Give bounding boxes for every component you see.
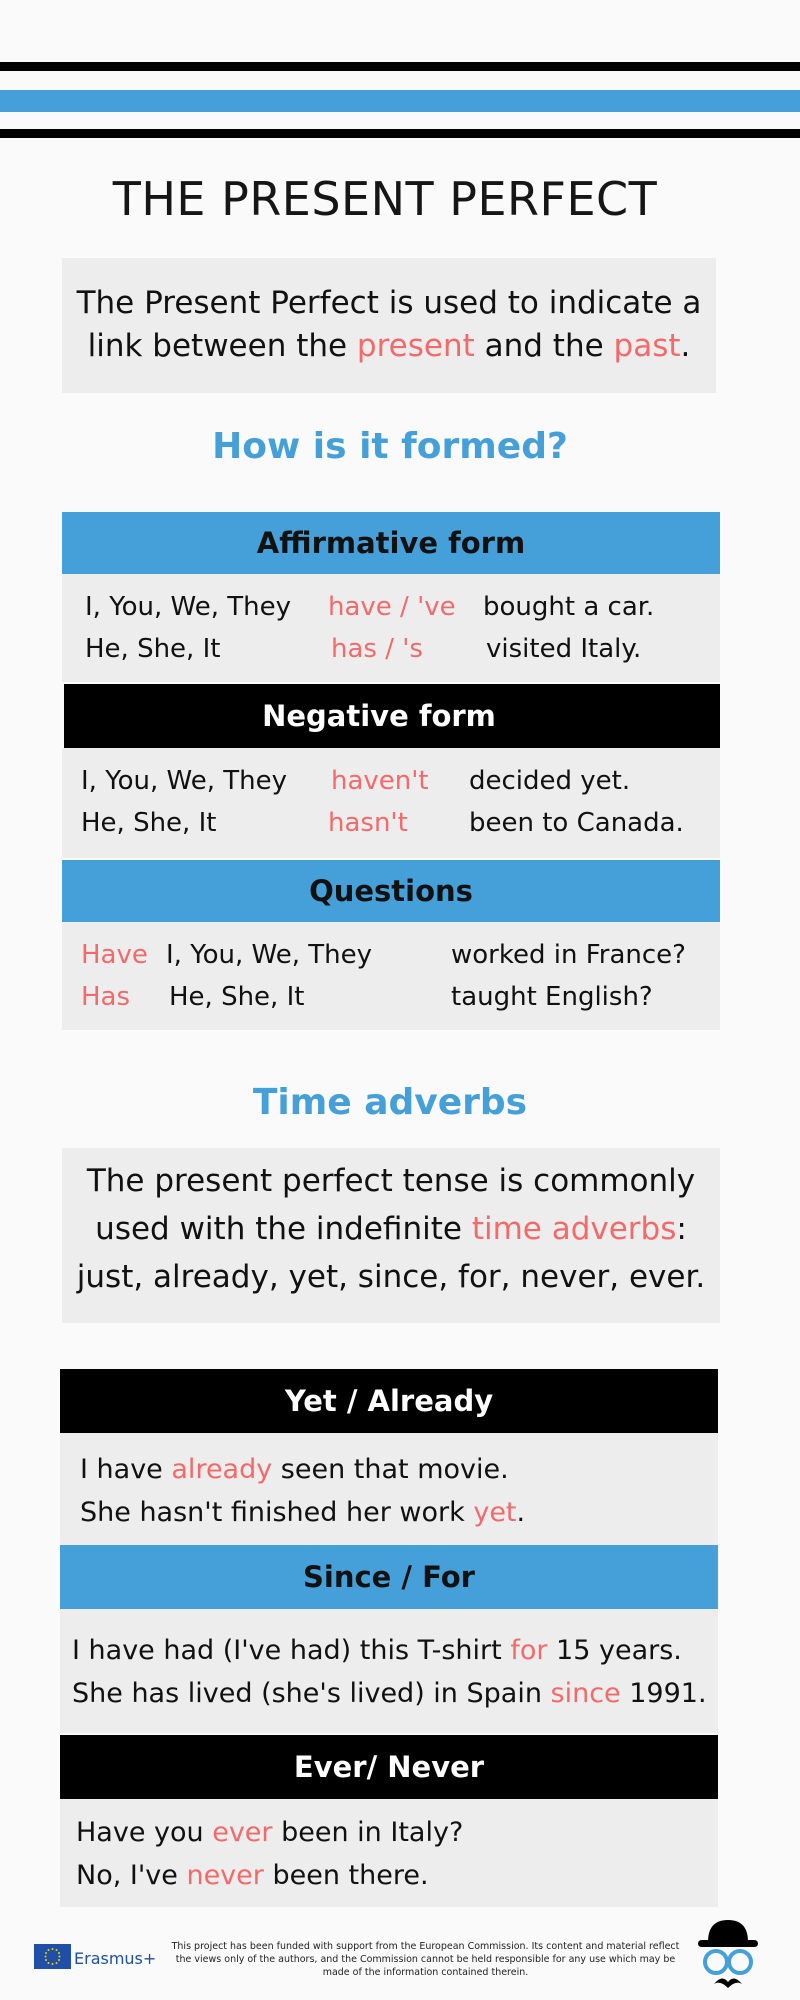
intro-line-2-part: and the bbox=[474, 328, 614, 364]
affirmative-aux-1: have / 've bbox=[328, 592, 456, 622]
questions-header: Questions bbox=[62, 860, 720, 922]
erasmus-label: Erasmus+ bbox=[74, 1949, 157, 1968]
yet-already-line-1-part: I have bbox=[80, 1454, 172, 1485]
for-highlight: for bbox=[510, 1635, 548, 1666]
questions-aux-2: Has bbox=[81, 982, 131, 1012]
adverbs-line-2-part: used with the indefinite bbox=[95, 1211, 472, 1247]
time-adverbs-heading: Time adverbs bbox=[252, 1082, 528, 1123]
already-highlight: already bbox=[171, 1454, 273, 1485]
since-highlight: since bbox=[550, 1678, 621, 1709]
intro-line-2-part: . bbox=[680, 328, 691, 364]
top-stripe-blue bbox=[0, 90, 800, 112]
time-adverbs-text bbox=[62, 1148, 720, 1301]
negative-form-header: Negative form bbox=[64, 684, 720, 748]
questions-box bbox=[62, 922, 720, 1030]
intro-past-highlight: past bbox=[613, 328, 681, 364]
negative-aux-1: haven't bbox=[331, 766, 429, 796]
adverbs-line-2-part: : bbox=[676, 1211, 687, 1247]
questions-aux-1: Have bbox=[81, 940, 148, 970]
ever-never-line-2-part: No, I've bbox=[76, 1860, 187, 1891]
ever-never-line-2 bbox=[76, 1860, 429, 1891]
negative-rest-2: been to Canada. bbox=[469, 808, 684, 838]
formed-heading: How is it formed? bbox=[212, 426, 568, 467]
yet-already-line-1-part: seen that movie. bbox=[272, 1454, 509, 1485]
affirmative-subject-1: I, You, We, They bbox=[85, 592, 291, 622]
affirmative-aux-2: has / 's bbox=[331, 634, 423, 664]
since-for-line-1 bbox=[72, 1635, 682, 1666]
questions-rest-1: worked in France? bbox=[451, 940, 686, 970]
affirmative-rest-2: visited Italy. bbox=[486, 634, 642, 664]
questions-rest-2: taught English? bbox=[451, 982, 653, 1012]
ever-never-line-1-part: Have you bbox=[76, 1817, 213, 1848]
intro-text bbox=[62, 258, 716, 368]
page-title: THE PRESENT PERFECT bbox=[112, 172, 658, 226]
since-for-box bbox=[60, 1609, 718, 1733]
negative-rest-1: decided yet. bbox=[469, 766, 631, 796]
yet-already-header: Yet / Already bbox=[60, 1369, 718, 1433]
yet-already-line-1 bbox=[80, 1454, 509, 1485]
yet-already-line-2-part: She hasn't finished her work bbox=[80, 1497, 474, 1528]
intro-box bbox=[62, 258, 716, 393]
intro-line-2 bbox=[62, 325, 716, 368]
adverbs-line-1: The present perfect tense is commonly bbox=[86, 1163, 696, 1199]
erasmus-logo bbox=[34, 1944, 164, 1970]
since-for-line-2-part: 1991. bbox=[620, 1678, 707, 1709]
intro-line-2-part: link between the bbox=[87, 328, 357, 364]
questions-subject-1: I, You, We, They bbox=[166, 940, 372, 970]
ever-never-line-2-part: been there. bbox=[263, 1860, 429, 1891]
affirmative-form-header: Affirmative form bbox=[62, 512, 720, 574]
ever-never-header: Ever/ Never bbox=[60, 1735, 718, 1799]
questions-subject-2: He, She, It bbox=[169, 982, 305, 1012]
yet-already-line-2 bbox=[80, 1497, 525, 1528]
time-adverbs-box bbox=[62, 1148, 720, 1323]
ever-highlight: ever bbox=[212, 1817, 273, 1848]
mascot-icon bbox=[692, 1916, 764, 1998]
since-for-line-2 bbox=[72, 1678, 707, 1709]
negative-aux-2: hasn't bbox=[328, 808, 408, 838]
never-highlight: never bbox=[186, 1860, 264, 1891]
negative-subject-1: I, You, We, They bbox=[81, 766, 287, 796]
footer-disclaimer: This project has been funded with support from the European Commission. Its content and material reflect the views only of the authors, and the Commission cannot be held responsible for any use which may be made of the information contained therein. bbox=[171, 1941, 680, 1978]
ever-never-line-1-part: been in Italy? bbox=[272, 1817, 464, 1848]
negative-form-box bbox=[62, 748, 720, 858]
top-stripe-black-2 bbox=[0, 129, 800, 138]
affirmative-rest-1: bought a car. bbox=[483, 592, 655, 622]
adverbs-line-2 bbox=[62, 1205, 720, 1253]
since-for-header: Since / For bbox=[60, 1545, 718, 1609]
top-stripe-black-1 bbox=[0, 62, 800, 71]
intro-line-1: The Present Perfect is used to indicate a bbox=[76, 285, 702, 321]
ever-never-line-1 bbox=[76, 1817, 463, 1848]
affirmative-subject-2: He, She, It bbox=[85, 634, 221, 664]
eu-flag-icon bbox=[34, 1944, 71, 1969]
yet-highlight: yet bbox=[473, 1497, 517, 1528]
affirmative-form-box bbox=[62, 574, 720, 682]
negative-subject-2: He, She, It bbox=[81, 808, 217, 838]
since-for-line-1-part: I have had (I've had) this T-shirt bbox=[72, 1635, 511, 1666]
yet-already-box bbox=[60, 1433, 718, 1545]
since-for-line-2-part: She has lived (she's lived) in Spain bbox=[72, 1678, 551, 1709]
intro-present-highlight: present bbox=[356, 328, 475, 364]
yet-already-line-2-part: . bbox=[516, 1497, 526, 1528]
time-adverbs-highlight: time adverbs bbox=[471, 1211, 677, 1247]
since-for-line-1-part: 15 years. bbox=[547, 1635, 682, 1666]
adverbs-line-3: just, already, yet, since, for, never, ever. bbox=[76, 1259, 706, 1295]
